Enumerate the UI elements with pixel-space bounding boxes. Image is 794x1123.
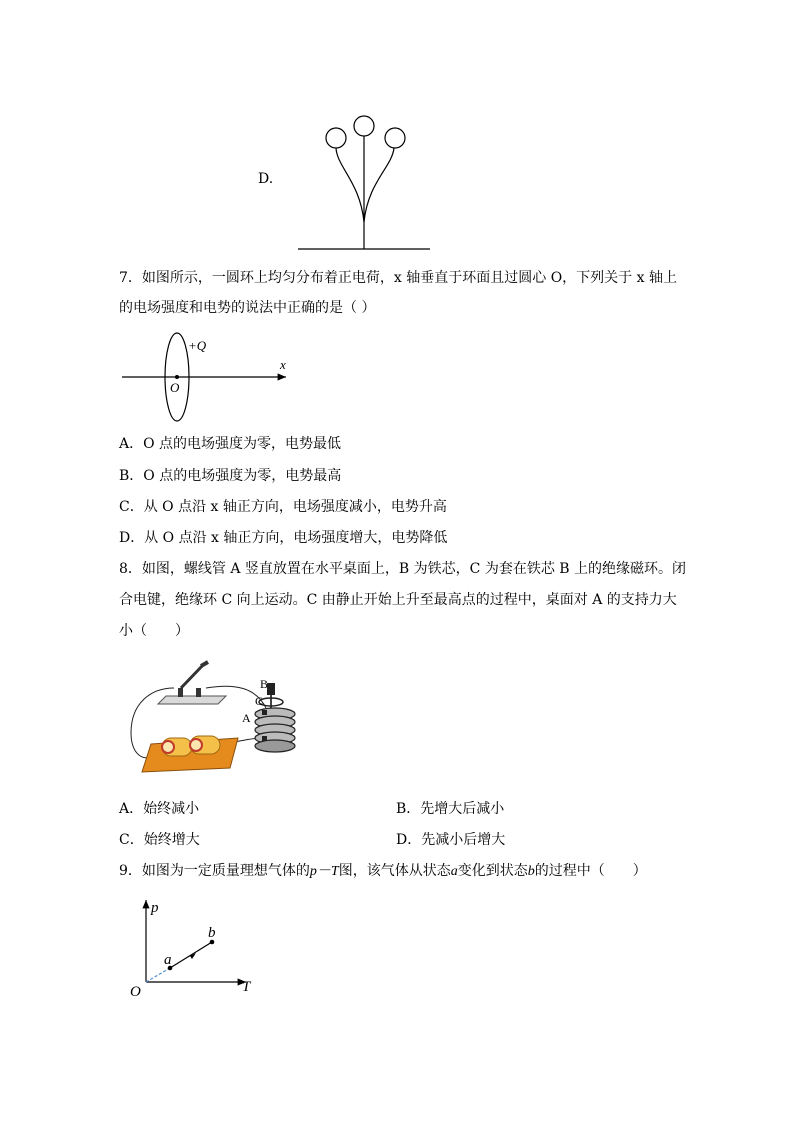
q8-stem-line3: 小（ ） [119, 623, 189, 639]
q7-stem-line2: 的电场强度和电势的说法中正确的是（ ） [119, 300, 376, 316]
q7-origin-label: O [170, 380, 180, 395]
q9-stem-post: 的过程中（ ） [534, 863, 647, 879]
q9-b-label: b [208, 925, 216, 941]
q9-stem [119, 861, 647, 882]
q9-stem-pre: 9．如图为一定质量理想气体的 [119, 863, 310, 879]
q7-charge-label: +Q [188, 338, 207, 353]
q9-state-a: a [450, 864, 458, 879]
q9-stem-var: p－T [309, 864, 339, 879]
q8-option-d: D．先减小后增大 [396, 832, 506, 848]
q9-stem-mid2: 变化到状态 [457, 863, 528, 879]
q7-ring-figure [118, 330, 298, 426]
q8-option-a: A．始终减小 [119, 801, 200, 817]
q7-option-c: C．从 O 点沿 x 轴正方向，电场强度减小，电势升高 [119, 499, 447, 515]
q8-stem-line1: 8．如图，螺线管 A 竖直放置在水平桌面上，B 为铁芯，C 为套在铁芯 B 上的绝缘磁环。闭 [119, 561, 687, 577]
q8-label-b: B [260, 677, 269, 691]
q8-option-b: B．先增大后减小 [396, 801, 505, 817]
q7-option-b: B．O 点的电场强度为零，电势最高 [119, 468, 342, 484]
q7-option-d: D．从 O 点沿 x 轴正方向，电场强度增大，电势降低 [119, 530, 448, 546]
q8-circuit-figure [126, 658, 306, 776]
q7-stem-line1: 7．如图所示，一圆环上均匀分布着正电荷，x 轴垂直于环面且过圆心 O，下列关于 x 轴上 [119, 270, 677, 286]
q8-label-a: A [242, 711, 251, 725]
q6-option-d-figure [292, 112, 438, 254]
q8-label-c: C [255, 694, 264, 708]
q6-option-d-label: D. [258, 171, 274, 187]
q7-axis-label: x [280, 357, 286, 372]
q9-state-b: b [527, 864, 535, 879]
q8-stem-line2: 合电键，绝缘环 C 向上运动。C 由静止开始上升至最高点的过程中，桌面对 A 的支持力大 [119, 592, 677, 608]
q9-p-label: p [151, 900, 159, 916]
q7-option-a: A．O 点的电场强度为零，电势最低 [119, 436, 342, 452]
q9-o-label: O [130, 984, 141, 1000]
q9-stem-mid1: 图，该气体从状态 [338, 863, 451, 879]
q9-t-label: T [242, 979, 251, 995]
q8-option-c: C．始终增大 [119, 832, 200, 848]
q9-pt-graph [124, 894, 264, 1004]
q9-a-label: a [164, 952, 172, 968]
